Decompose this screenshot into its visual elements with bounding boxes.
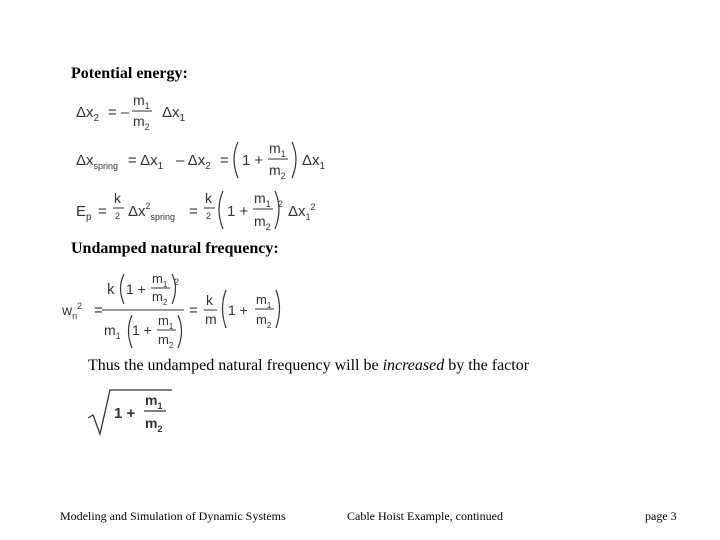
svg-text:Δx1: $\Delta x_1$ bbox=[162, 104, 186, 124]
equation-potential-energy bbox=[72, 186, 342, 232]
svg-text:Δx12: $\Delta x_1^2$ bbox=[288, 202, 316, 222]
svg-text:= –: = – bbox=[108, 104, 130, 121]
svg-text:m1: $m_1$ bbox=[254, 190, 271, 209]
emphasis-increased: increased bbox=[382, 357, 445, 374]
svg-text:m1: $m_1$ bbox=[133, 92, 150, 111]
svg-text:k: k bbox=[206, 292, 213, 308]
svg-text:2: 2 bbox=[206, 211, 212, 221]
svg-text:1 +: 1 + bbox=[227, 203, 249, 220]
svg-text:m1: $m_1$ bbox=[269, 140, 286, 159]
svg-text:m1: $m_1$ bbox=[152, 271, 168, 289]
svg-text:1 +: 1 + bbox=[242, 152, 264, 169]
heading-potential-energy: Potential energy: bbox=[71, 65, 188, 82]
svg-text:m2: $m_2$ bbox=[145, 415, 163, 434]
svg-text:m2: $m_2$ bbox=[254, 213, 271, 232]
svg-text:wn2: $w_n^2$ bbox=[62, 301, 83, 321]
svg-text:m2: $m_2$ bbox=[158, 332, 174, 350]
equation-delta-x2 bbox=[72, 88, 212, 132]
svg-text:m1: $m_1$ bbox=[145, 392, 163, 411]
svg-text:Δx2spring: $\Delta x^2_{spring}$ bbox=[128, 201, 176, 222]
svg-text:=: = bbox=[189, 203, 198, 220]
footer-slide-title: Cable Hoist Example, continued bbox=[347, 509, 503, 523]
svg-text:2: 2 bbox=[174, 277, 180, 287]
svg-text:k: k bbox=[114, 190, 121, 206]
svg-text:m1: $m_1$ bbox=[256, 292, 272, 310]
svg-text:Δx1: $\Delta x_1$ bbox=[302, 152, 326, 172]
svg-text:m1: $m_1$ bbox=[158, 313, 174, 331]
svg-text:1 +: 1 + bbox=[114, 405, 136, 422]
svg-text:Δx2: $\Delta x_2$ bbox=[76, 104, 100, 124]
body-text-factor: Thus the undamped natural frequency will be increased by the factor bbox=[88, 357, 530, 374]
svg-text:k: k bbox=[107, 281, 115, 298]
svg-text:1 +: 1 + bbox=[132, 322, 152, 338]
svg-text:=: = bbox=[98, 203, 107, 220]
footer-course-title: Modeling and Simulation of Dynamic Systems bbox=[60, 509, 286, 523]
svg-text:Δxspring: $\Delta x_{spring}$ bbox=[76, 152, 119, 171]
svg-text:m: m bbox=[205, 311, 217, 327]
svg-text:=: = bbox=[94, 302, 103, 319]
svg-text:1 +: 1 + bbox=[228, 302, 248, 318]
svg-text:k: k bbox=[205, 190, 212, 206]
svg-text:m2: $m_2$ bbox=[133, 113, 150, 132]
footer-page-number: page 3 bbox=[645, 509, 677, 523]
svg-text:2: 2 bbox=[115, 211, 121, 221]
svg-text:m2: $m_2$ bbox=[256, 312, 272, 330]
svg-text:m2: $m_2$ bbox=[152, 289, 168, 307]
heading-undamped-natural-frequency: Undamped natural frequency: bbox=[71, 240, 279, 257]
svg-text:=: = bbox=[189, 302, 198, 319]
svg-text:1 +: 1 + bbox=[126, 281, 146, 297]
svg-text:Ep: $E_p$ bbox=[76, 203, 92, 223]
svg-text:– Δx2: – $\Delta x_2$ bbox=[176, 152, 211, 172]
svg-text:2: 2 bbox=[278, 199, 284, 209]
svg-text:=: = bbox=[220, 152, 229, 169]
equation-sqrt-factor bbox=[86, 388, 178, 438]
svg-text:m2: $m_2$ bbox=[269, 162, 286, 181]
svg-text:= Δx1: = $\Delta x_1$ bbox=[128, 152, 164, 172]
equation-delta-x-spring bbox=[72, 136, 342, 182]
svg-text:m1: $m_1$ bbox=[104, 322, 121, 341]
equation-natural-frequency bbox=[60, 268, 290, 352]
